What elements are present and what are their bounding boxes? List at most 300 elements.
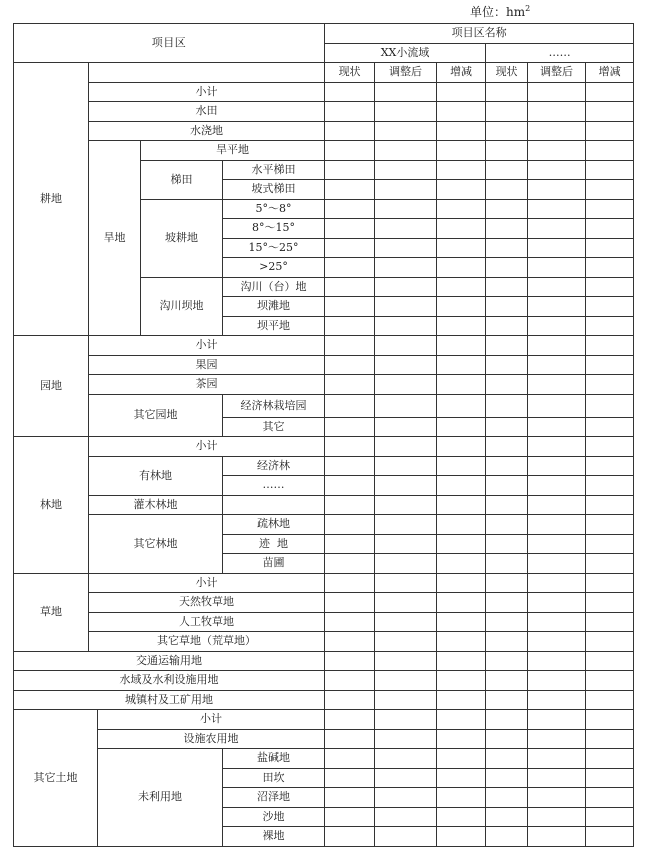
value-cell[interactable]: [528, 827, 586, 847]
value-cell[interactable]: [486, 729, 528, 749]
value-cell[interactable]: [486, 593, 528, 613]
header-project-area: 项目区: [14, 24, 325, 63]
value-cell[interactable]: [325, 671, 375, 691]
row-label: 5°～8°: [223, 199, 325, 219]
value-cell[interactable]: [586, 788, 634, 808]
value-cell[interactable]: [528, 729, 586, 749]
value-cell[interactable]: [486, 749, 528, 769]
value-cell[interactable]: [528, 160, 586, 180]
value-cell[interactable]: [375, 573, 437, 593]
value-cell[interactable]: [486, 495, 528, 515]
value-cell[interactable]: [325, 82, 375, 102]
value-cell[interactable]: [375, 375, 437, 395]
value-cell[interactable]: [325, 749, 375, 769]
table-row: [14, 632, 634, 652]
value-cell[interactable]: [325, 534, 375, 554]
value-cell[interactable]: [586, 258, 634, 278]
group-gouchuan-badi: 沟川坝地: [141, 277, 223, 336]
row-label: 沼泽地: [223, 788, 325, 808]
value-cell[interactable]: [325, 258, 375, 278]
value-cell[interactable]: [325, 612, 375, 632]
value-cell[interactable]: [486, 476, 528, 496]
value-cell[interactable]: [586, 495, 634, 515]
value-cell[interactable]: [586, 554, 634, 574]
value-cell[interactable]: [528, 238, 586, 258]
unit-label: 单位：$hm^2$: [470, 4, 531, 19]
value-cell[interactable]: [325, 593, 375, 613]
row-label: 经济林: [223, 456, 325, 476]
land-use-table: [13, 23, 634, 847]
value-cell[interactable]: [528, 121, 586, 141]
value-cell[interactable]: [437, 82, 486, 102]
value-cell[interactable]: [375, 554, 437, 574]
category-qita-tudi: 其它土地: [14, 710, 98, 847]
value-cell[interactable]: [486, 788, 528, 808]
row-label: 8°～15°: [223, 219, 325, 239]
category-caodi: 草地: [14, 573, 89, 651]
value-cell[interactable]: [586, 355, 634, 375]
value-cell[interactable]: [586, 729, 634, 749]
value-cell[interactable]: [375, 476, 437, 496]
row-label: 疏林地: [223, 515, 325, 535]
value-cell[interactable]: [437, 297, 486, 317]
value-cell[interactable]: [437, 651, 486, 671]
value-cell[interactable]: [528, 495, 586, 515]
row-label: 盐碱地: [223, 749, 325, 769]
col-header: 现状: [325, 63, 375, 83]
value-cell[interactable]: [437, 238, 486, 258]
value-cell[interactable]: [528, 476, 586, 496]
value-cell[interactable]: [437, 375, 486, 395]
value-cell[interactable]: [586, 336, 634, 356]
value-cell[interactable]: [528, 573, 586, 593]
value-cell[interactable]: [437, 456, 486, 476]
value-cell[interactable]: [375, 495, 437, 515]
value-cell[interactable]: [375, 355, 437, 375]
value-cell[interactable]: [586, 827, 634, 847]
row-label: 设施农用地: [98, 729, 325, 749]
value-cell[interactable]: [486, 437, 528, 457]
value-cell[interactable]: [586, 632, 634, 652]
value-cell[interactable]: [437, 437, 486, 457]
value-cell[interactable]: [375, 593, 437, 613]
value-cell[interactable]: [586, 199, 634, 219]
header-ellipsis: ……: [486, 43, 634, 63]
value-cell[interactable]: [375, 199, 437, 219]
value-cell[interactable]: [437, 729, 486, 749]
value-cell[interactable]: [528, 355, 586, 375]
row-label: 交通运输用地: [14, 651, 325, 671]
value-cell[interactable]: [528, 180, 586, 200]
value-cell[interactable]: [528, 336, 586, 356]
value-cell[interactable]: [586, 394, 634, 417]
value-cell[interactable]: [486, 573, 528, 593]
value-cell[interactable]: [528, 807, 586, 827]
value-cell[interactable]: [325, 788, 375, 808]
row-label: 人工牧草地: [89, 612, 325, 632]
value-cell[interactable]: [437, 417, 486, 437]
value-cell[interactable]: [586, 316, 634, 336]
value-cell[interactable]: [375, 316, 437, 336]
row-label: 坝滩地: [223, 297, 325, 317]
value-cell[interactable]: [375, 437, 437, 457]
value-cell[interactable]: [375, 394, 437, 417]
value-cell[interactable]: [325, 277, 375, 297]
value-cell[interactable]: [437, 495, 486, 515]
row-label: 其它: [223, 417, 325, 437]
value-cell[interactable]: [437, 612, 486, 632]
value-cell[interactable]: [528, 141, 586, 161]
value-cell[interactable]: [486, 102, 528, 122]
value-cell[interactable]: [486, 554, 528, 574]
value-cell[interactable]: [325, 375, 375, 395]
table-row: [14, 690, 634, 710]
row-label: 小计: [89, 82, 325, 102]
value-cell[interactable]: [528, 690, 586, 710]
value-cell[interactable]: [528, 417, 586, 437]
value-cell[interactable]: [486, 141, 528, 161]
value-cell[interactable]: [375, 612, 437, 632]
row-label: 坡式梯田: [223, 180, 325, 200]
group-youlindi: 有林地: [89, 456, 223, 495]
col-header: 调整后: [528, 63, 586, 83]
value-cell[interactable]: [528, 651, 586, 671]
value-cell[interactable]: [437, 476, 486, 496]
value-cell[interactable]: [528, 199, 586, 219]
table-row: [14, 102, 634, 122]
value-cell[interactable]: [528, 710, 586, 730]
value-cell[interactable]: [437, 141, 486, 161]
row-label: 旱平地: [141, 141, 325, 161]
value-cell[interactable]: [586, 515, 634, 535]
value-cell[interactable]: [586, 456, 634, 476]
table-row: [14, 456, 634, 476]
value-cell[interactable]: [486, 199, 528, 219]
blank-cell: [223, 495, 325, 515]
row-label: 经济林栽培园: [223, 394, 325, 417]
value-cell[interactable]: [528, 515, 586, 535]
value-cell[interactable]: [437, 277, 486, 297]
value-cell[interactable]: [375, 534, 437, 554]
value-cell[interactable]: [437, 102, 486, 122]
value-cell[interactable]: [486, 456, 528, 476]
value-cell[interactable]: [586, 573, 634, 593]
value-cell[interactable]: [486, 219, 528, 239]
value-cell[interactable]: [437, 219, 486, 239]
row-label: 城镇村及工矿用地: [14, 690, 325, 710]
value-cell[interactable]: [375, 160, 437, 180]
value-cell[interactable]: [325, 768, 375, 788]
value-cell[interactable]: [325, 141, 375, 161]
col-header: 现状: [486, 63, 528, 83]
category-gengdi: 耕地: [14, 63, 89, 336]
value-cell[interactable]: [437, 534, 486, 554]
value-cell[interactable]: [528, 437, 586, 457]
table-row: [14, 121, 634, 141]
value-cell[interactable]: [325, 160, 375, 180]
value-cell[interactable]: [325, 515, 375, 535]
value-cell[interactable]: [325, 199, 375, 219]
value-cell[interactable]: [375, 180, 437, 200]
value-cell[interactable]: [325, 219, 375, 239]
value-cell[interactable]: [325, 827, 375, 847]
value-cell[interactable]: [325, 632, 375, 652]
value-cell[interactable]: [325, 180, 375, 200]
value-cell[interactable]: [437, 554, 486, 574]
value-cell[interactable]: [586, 612, 634, 632]
value-cell[interactable]: [528, 82, 586, 102]
value-cell[interactable]: [586, 417, 634, 437]
value-cell[interactable]: [486, 632, 528, 652]
value-cell[interactable]: [437, 336, 486, 356]
value-cell[interactable]: [486, 336, 528, 356]
row-label: 沟川（台）地: [223, 277, 325, 297]
value-cell[interactable]: [375, 82, 437, 102]
value-cell[interactable]: [528, 671, 586, 691]
value-cell[interactable]: [528, 768, 586, 788]
value-cell[interactable]: [437, 788, 486, 808]
value-cell[interactable]: [486, 121, 528, 141]
value-cell[interactable]: [437, 827, 486, 847]
value-cell[interactable]: [586, 160, 634, 180]
row-label: 田坎: [223, 768, 325, 788]
table-row: [14, 573, 634, 593]
value-cell[interactable]: [586, 690, 634, 710]
value-cell[interactable]: [528, 554, 586, 574]
value-cell[interactable]: [528, 788, 586, 808]
value-cell[interactable]: [375, 632, 437, 652]
value-cell[interactable]: [486, 710, 528, 730]
value-cell[interactable]: [437, 768, 486, 788]
value-cell[interactable]: [437, 710, 486, 730]
value-cell[interactable]: [486, 160, 528, 180]
value-cell[interactable]: [586, 671, 634, 691]
value-cell[interactable]: [325, 807, 375, 827]
value-cell[interactable]: [325, 710, 375, 730]
value-cell[interactable]: [375, 729, 437, 749]
row-label: 水浇地: [89, 121, 325, 141]
value-cell[interactable]: [486, 258, 528, 278]
value-cell[interactable]: [325, 651, 375, 671]
value-cell[interactable]: [437, 394, 486, 417]
table-row: [14, 729, 634, 749]
category-lindi: 林地: [14, 437, 89, 574]
value-cell[interactable]: [437, 160, 486, 180]
value-cell[interactable]: [375, 749, 437, 769]
value-cell[interactable]: [528, 316, 586, 336]
row-label: >25°: [223, 258, 325, 278]
table-row: [14, 612, 634, 632]
value-cell[interactable]: [586, 219, 634, 239]
value-cell[interactable]: [486, 651, 528, 671]
value-cell[interactable]: [437, 355, 486, 375]
row-label: 15°～25°: [223, 238, 325, 258]
value-cell[interactable]: [586, 437, 634, 457]
table-row: [14, 749, 634, 769]
value-cell[interactable]: [325, 476, 375, 496]
value-cell[interactable]: [375, 336, 437, 356]
value-cell[interactable]: [528, 394, 586, 417]
value-cell[interactable]: [325, 437, 375, 457]
value-cell[interactable]: [586, 710, 634, 730]
value-cell[interactable]: [586, 297, 634, 317]
value-cell[interactable]: [486, 768, 528, 788]
value-cell[interactable]: [325, 495, 375, 515]
value-cell[interactable]: [586, 807, 634, 827]
value-cell[interactable]: [528, 375, 586, 395]
value-cell[interactable]: [528, 612, 586, 632]
value-cell[interactable]: [375, 121, 437, 141]
value-cell[interactable]: [486, 515, 528, 535]
row-label: 天然牧草地: [89, 593, 325, 613]
value-cell[interactable]: [437, 632, 486, 652]
value-cell[interactable]: [437, 807, 486, 827]
row-label: 果园: [89, 355, 325, 375]
value-cell[interactable]: [586, 238, 634, 258]
value-cell[interactable]: [486, 277, 528, 297]
group-pogengdi: 坡耕地: [141, 199, 223, 277]
value-cell[interactable]: [375, 710, 437, 730]
row-label: 其它草地（荒草地）: [89, 632, 325, 652]
value-cell[interactable]: [375, 807, 437, 827]
value-cell[interactable]: [486, 690, 528, 710]
value-cell[interactable]: [586, 82, 634, 102]
value-cell[interactable]: [325, 554, 375, 574]
value-cell[interactable]: [586, 277, 634, 297]
value-cell[interactable]: [586, 749, 634, 769]
value-cell[interactable]: [325, 456, 375, 476]
value-cell[interactable]: [375, 515, 437, 535]
value-cell[interactable]: [437, 316, 486, 336]
value-cell[interactable]: [586, 180, 634, 200]
value-cell[interactable]: [486, 417, 528, 437]
row-label: 裸地: [223, 827, 325, 847]
value-cell[interactable]: [486, 807, 528, 827]
value-cell[interactable]: [437, 180, 486, 200]
value-cell[interactable]: [486, 297, 528, 317]
value-cell[interactable]: [325, 690, 375, 710]
value-cell[interactable]: [486, 355, 528, 375]
value-cell[interactable]: [325, 316, 375, 336]
table-row: [14, 355, 634, 375]
row-label: 沙地: [223, 807, 325, 827]
table-row: [14, 63, 634, 83]
value-cell[interactable]: [375, 219, 437, 239]
value-cell[interactable]: [437, 593, 486, 613]
table-row: [14, 336, 634, 356]
value-cell[interactable]: [437, 199, 486, 219]
col-header: 增减: [586, 63, 634, 83]
value-cell[interactable]: [325, 297, 375, 317]
value-cell[interactable]: [375, 258, 437, 278]
value-cell[interactable]: [586, 768, 634, 788]
value-cell[interactable]: [528, 456, 586, 476]
table-row: [14, 82, 634, 102]
value-cell[interactable]: [437, 671, 486, 691]
value-cell[interactable]: [375, 690, 437, 710]
value-cell[interactable]: [528, 277, 586, 297]
value-cell[interactable]: [325, 336, 375, 356]
value-cell[interactable]: [375, 768, 437, 788]
value-cell[interactable]: [528, 749, 586, 769]
row-label: 水田: [89, 102, 325, 122]
value-cell[interactable]: [528, 297, 586, 317]
value-cell[interactable]: [375, 238, 437, 258]
header-row-1: [14, 24, 634, 44]
value-cell[interactable]: [528, 219, 586, 239]
value-cell[interactable]: [528, 593, 586, 613]
value-cell[interactable]: [528, 258, 586, 278]
value-cell[interactable]: [437, 573, 486, 593]
value-cell[interactable]: [486, 238, 528, 258]
value-cell[interactable]: [325, 394, 375, 417]
row-label: 水域及水利设施用地: [14, 671, 325, 691]
value-cell[interactable]: [528, 102, 586, 122]
value-cell[interactable]: [486, 394, 528, 417]
value-cell[interactable]: [528, 534, 586, 554]
value-cell[interactable]: [586, 141, 634, 161]
value-cell[interactable]: [375, 277, 437, 297]
value-cell[interactable]: [325, 729, 375, 749]
value-cell[interactable]: [437, 258, 486, 278]
value-cell[interactable]: [375, 671, 437, 691]
value-cell[interactable]: [375, 297, 437, 317]
value-cell[interactable]: [325, 102, 375, 122]
value-cell[interactable]: [437, 749, 486, 769]
value-cell[interactable]: [486, 612, 528, 632]
value-cell[interactable]: [325, 238, 375, 258]
value-cell[interactable]: [375, 141, 437, 161]
value-cell[interactable]: [375, 102, 437, 122]
value-cell[interactable]: [375, 456, 437, 476]
header-watershed: XX小流域: [325, 43, 486, 63]
value-cell[interactable]: [586, 593, 634, 613]
value-cell[interactable]: [486, 671, 528, 691]
value-cell[interactable]: [586, 534, 634, 554]
value-cell[interactable]: [528, 632, 586, 652]
value-cell[interactable]: [586, 375, 634, 395]
value-cell[interactable]: [586, 651, 634, 671]
table-row: [14, 710, 634, 730]
value-cell[interactable]: [586, 121, 634, 141]
value-cell[interactable]: [325, 355, 375, 375]
value-cell[interactable]: [486, 534, 528, 554]
value-cell[interactable]: [486, 375, 528, 395]
value-cell[interactable]: [325, 573, 375, 593]
value-cell[interactable]: [437, 121, 486, 141]
row-label: 小计: [89, 573, 325, 593]
value-cell[interactable]: [486, 180, 528, 200]
value-cell[interactable]: [486, 82, 528, 102]
table-row: [14, 394, 634, 417]
value-cell[interactable]: [437, 515, 486, 535]
value-cell[interactable]: [486, 827, 528, 847]
value-cell[interactable]: [586, 476, 634, 496]
value-cell[interactable]: [486, 316, 528, 336]
value-cell[interactable]: [375, 788, 437, 808]
value-cell[interactable]: [325, 417, 375, 437]
value-cell[interactable]: [375, 417, 437, 437]
value-cell[interactable]: [375, 827, 437, 847]
row-label: ……: [223, 476, 325, 496]
table-row: [14, 671, 634, 691]
value-cell[interactable]: [375, 651, 437, 671]
value-cell[interactable]: [586, 102, 634, 122]
value-cell[interactable]: [325, 121, 375, 141]
table-row: [14, 593, 634, 613]
subcategory-handi: 旱地: [89, 141, 141, 336]
value-cell[interactable]: [437, 690, 486, 710]
